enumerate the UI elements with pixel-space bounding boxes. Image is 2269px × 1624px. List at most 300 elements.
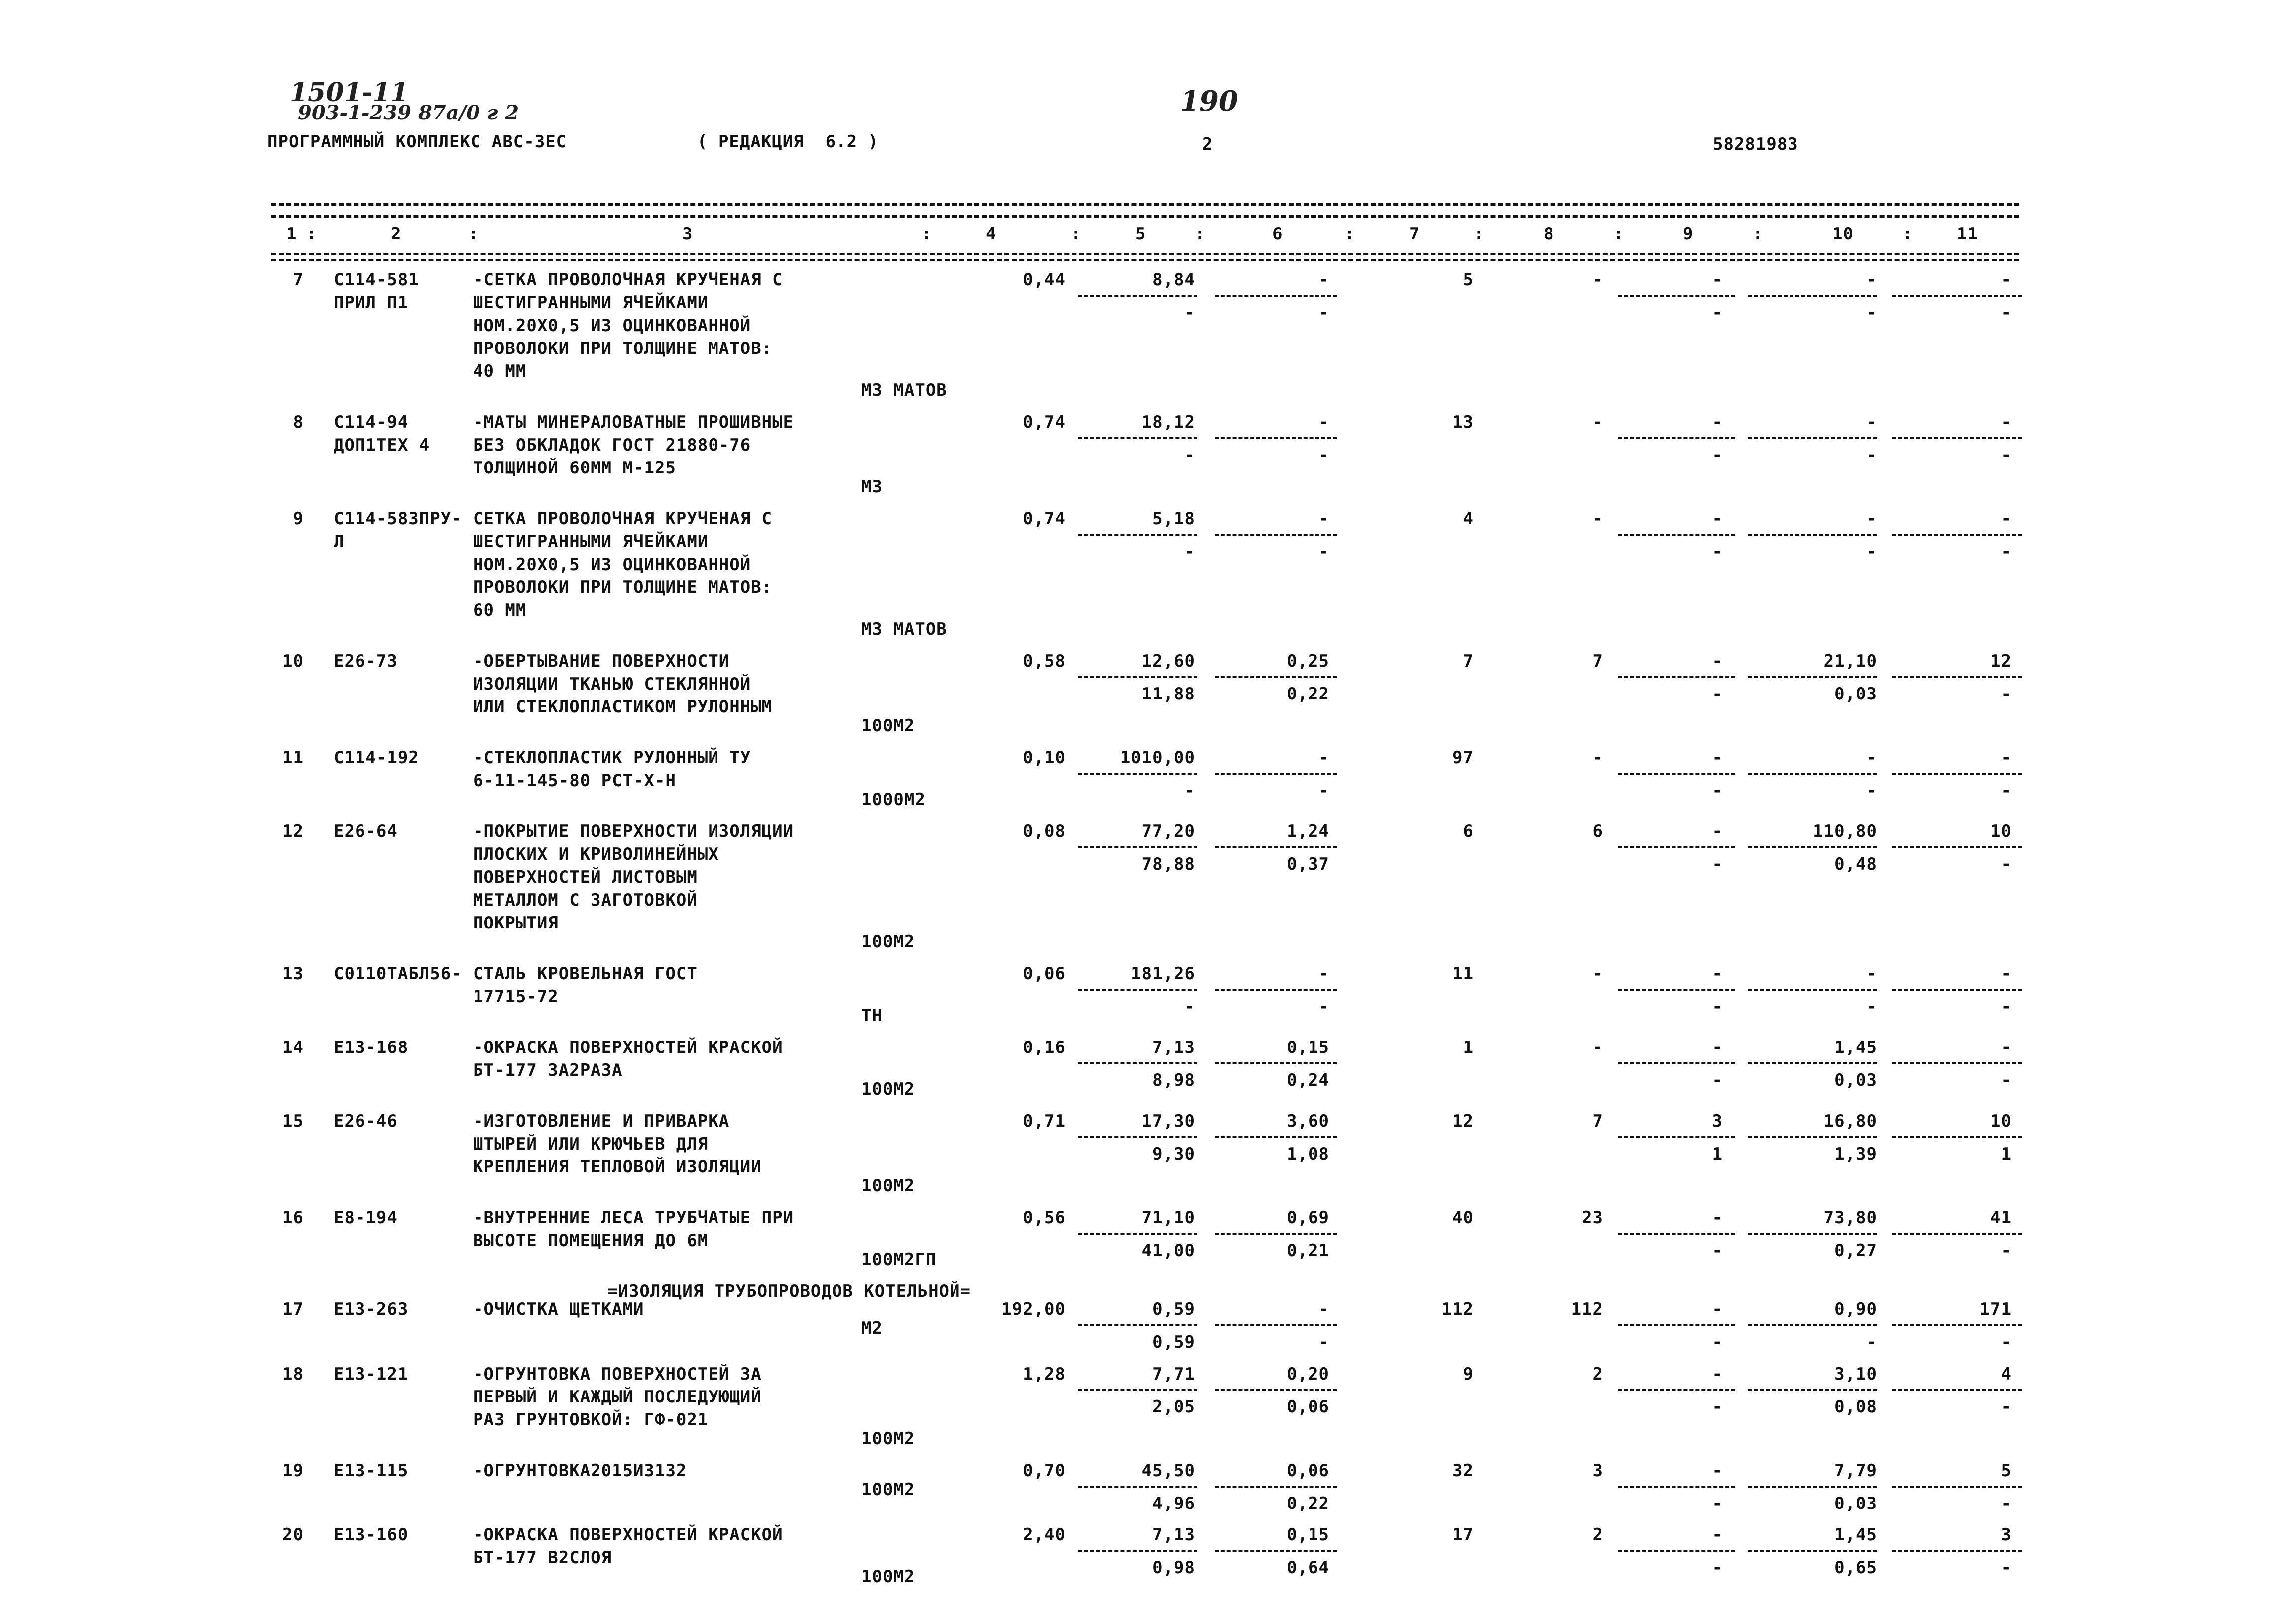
col5-value: 18,12 xyxy=(1141,412,1195,432)
column-divider: : xyxy=(1902,224,1913,244)
col10-value: 1,45 xyxy=(1834,1525,1877,1545)
col4-value: 0,70 xyxy=(1023,1460,1066,1481)
col11-value-2: - xyxy=(2001,684,2012,704)
col11-value: 10 xyxy=(1990,1111,2012,1131)
value-underline xyxy=(1748,1550,1877,1552)
col11-value-2: - xyxy=(2001,781,2012,801)
col8-value: - xyxy=(1592,412,1603,432)
col8-value: 7 xyxy=(1592,1111,1603,1131)
col6-value: - xyxy=(1318,509,1329,529)
col5-value: 181,26 xyxy=(1131,964,1195,984)
value-underline xyxy=(1892,1486,2022,1488)
value-underline xyxy=(1892,437,2022,439)
col9-value-2: - xyxy=(1712,1241,1723,1261)
col9-value: - xyxy=(1712,270,1723,290)
col9-value: - xyxy=(1712,964,1723,984)
col6-value: - xyxy=(1318,964,1329,984)
value-underline xyxy=(1215,1324,1337,1326)
col9-value-2: - xyxy=(1712,303,1723,323)
col7-value: 1 xyxy=(1463,1038,1474,1057)
item-description: БТ-177 ЗА2РАЗА xyxy=(473,1060,623,1080)
col9-value-2: - xyxy=(1712,854,1723,874)
item-description: ШЕСТИГРАННЫМИ ЯЧЕЙКАМИ xyxy=(473,293,709,313)
unit-of-measure: 100М2 xyxy=(861,1079,915,1099)
col6-value: - xyxy=(1318,412,1329,432)
col6-value: 0,20 xyxy=(1287,1364,1329,1384)
col10-value: - xyxy=(1866,270,1877,290)
col9-value: 3 xyxy=(1712,1111,1723,1131)
col10-value: - xyxy=(1866,509,1877,529)
row-number: 12 xyxy=(282,821,304,841)
col4-value: 1,28 xyxy=(1023,1364,1066,1384)
item-description: -МАТЫ МИНЕРАЛОВАТНЫЕ ПРОШИВНЫЕ xyxy=(473,412,794,432)
col7-value: 97 xyxy=(1452,748,1474,768)
col10-value-2: 1,39 xyxy=(1834,1144,1877,1164)
col5-value-2: 9,30 xyxy=(1152,1144,1195,1164)
col4-value: 0,16 xyxy=(1023,1038,1066,1057)
item-description: ТОЛЩИНОЙ 60ММ М-125 xyxy=(473,458,676,478)
item-code: Л xyxy=(334,532,345,552)
col6-value-2: 1,08 xyxy=(1287,1144,1329,1164)
col7-value: 13 xyxy=(1452,412,1474,432)
column-divider: : xyxy=(1195,224,1206,244)
row-number: 7 xyxy=(293,270,304,290)
item-description: -ВНУТРЕННИЕ ЛЕСА ТРУБЧАТЫЕ ПРИ xyxy=(473,1208,794,1228)
col6-value: 0,69 xyxy=(1287,1208,1329,1228)
col11-value-2: 1 xyxy=(2001,1144,2012,1164)
column-header-5: 5 xyxy=(1135,224,1146,244)
value-underline xyxy=(1215,989,1337,991)
unit-of-measure: 100М2 xyxy=(861,1428,915,1449)
col6-value-2: - xyxy=(1318,997,1329,1017)
col5-value: 1010,00 xyxy=(1120,748,1195,768)
value-underline xyxy=(1618,676,1735,678)
col11-value-2: - xyxy=(2001,997,2012,1017)
column-divider: : xyxy=(1344,224,1355,244)
item-description: ШЕСТИГРАННЫМИ ЯЧЕЙКАМИ xyxy=(473,532,709,552)
value-underline xyxy=(1078,1389,1197,1391)
column-header-9: 9 xyxy=(1683,224,1694,244)
item-description: -ОГРУНТОВКА ПОВЕРХНОСТЕЙ ЗА xyxy=(473,1364,762,1384)
col10-value: 73,80 xyxy=(1823,1208,1877,1228)
col8-value: 112 xyxy=(1571,1299,1603,1319)
col10-value-2: 0,65 xyxy=(1834,1558,1877,1578)
item-description: 6-11-145-80 РСТ-Х-Н xyxy=(473,771,676,791)
col10-value: 7,79 xyxy=(1834,1460,1877,1481)
col7-value: 32 xyxy=(1452,1460,1474,1481)
item-description: -ОЧИСТКА ЩЕТКАМИ xyxy=(473,1299,644,1319)
value-underline xyxy=(1215,1550,1337,1552)
col11-value: - xyxy=(2001,509,2012,529)
col7-value: 6 xyxy=(1463,821,1474,841)
col6-value-2: 0,37 xyxy=(1287,854,1329,874)
col11-value: 12 xyxy=(1990,651,2012,671)
unit-of-measure: М2 xyxy=(861,1318,883,1338)
row-number: 11 xyxy=(282,748,304,768)
col8-value: - xyxy=(1592,748,1603,768)
row-number: 14 xyxy=(282,1038,304,1057)
col11-value: 3 xyxy=(2001,1525,2012,1545)
col9-value-2: - xyxy=(1712,542,1723,562)
value-underline xyxy=(1748,846,1877,848)
col5-value-2: 8,98 xyxy=(1152,1070,1195,1090)
col4-value: 0,44 xyxy=(1023,270,1066,290)
item-code: С114-94 xyxy=(334,412,409,432)
item-description: ПОВЕРХНОСТЕЙ ЛИСТОВЫМ xyxy=(473,867,698,887)
col10-value-2: - xyxy=(1866,997,1877,1017)
col10-value-2: - xyxy=(1866,445,1877,465)
value-underline xyxy=(1618,773,1735,775)
column-header-10: 10 xyxy=(1832,224,1854,244)
value-underline xyxy=(1892,295,2022,297)
column-divider: : xyxy=(921,224,932,244)
col6-value-2: 0,21 xyxy=(1287,1241,1329,1261)
item-code: Е13-121 xyxy=(334,1364,409,1384)
item-description: ПЛОСКИХ И КРИВОЛИНЕЙНЫХ xyxy=(473,844,719,864)
col9-value-2: - xyxy=(1712,1070,1723,1090)
value-underline xyxy=(1892,1389,2022,1391)
col6-value-2: - xyxy=(1318,303,1329,323)
col5-value: 17,30 xyxy=(1141,1111,1195,1131)
item-code: Е13-263 xyxy=(334,1299,409,1319)
item-code: Е13-168 xyxy=(334,1038,409,1057)
value-underline xyxy=(1892,773,2022,775)
col10-value: 3,10 xyxy=(1834,1364,1877,1384)
value-underline xyxy=(1215,295,1337,297)
row-number: 10 xyxy=(282,651,304,671)
col10-value-2: - xyxy=(1866,781,1877,801)
item-description: ПЕРВЫЙ И КАЖДЫЙ ПОСЛЕДУЮЩИЙ xyxy=(473,1387,762,1407)
row-number: 16 xyxy=(282,1208,304,1228)
col6-value-2: 0,64 xyxy=(1287,1558,1329,1578)
value-underline xyxy=(1078,1062,1197,1064)
col10-value-2: - xyxy=(1866,303,1877,323)
col6-value-2: - xyxy=(1318,781,1329,801)
column-divider: : xyxy=(1071,224,1081,244)
value-underline xyxy=(1618,1136,1735,1138)
value-underline xyxy=(1078,437,1197,439)
value-underline xyxy=(1618,295,1735,297)
col5-value-2: 41,00 xyxy=(1141,1241,1195,1261)
col5-value-2: 11,88 xyxy=(1141,684,1195,704)
col7-value: 40 xyxy=(1452,1208,1474,1228)
col9-value: - xyxy=(1712,1208,1723,1228)
col10-value: - xyxy=(1866,412,1877,432)
item-description: ВЫСОТЕ ПОМЕЩЕНИЯ ДО 6М xyxy=(473,1231,709,1251)
column-divider: : xyxy=(306,224,317,244)
value-underline xyxy=(1618,1550,1735,1552)
col11-value-2: - xyxy=(2001,1070,2012,1090)
value-underline xyxy=(1078,1550,1197,1552)
col11-value-2: - xyxy=(2001,854,2012,874)
col9-value: - xyxy=(1712,1460,1723,1481)
col9-value: - xyxy=(1712,1364,1723,1384)
item-description: СТАЛЬ КРОВЕЛЬНАЯ ГОСТ xyxy=(473,964,698,984)
col5-value-2: - xyxy=(1184,303,1195,323)
col8-value: - xyxy=(1592,964,1603,984)
col5-value: 45,50 xyxy=(1141,1460,1195,1481)
item-code: Е26-73 xyxy=(334,651,398,671)
col9-value-2: - xyxy=(1712,1332,1723,1352)
col11-value-2: - xyxy=(2001,542,2012,562)
col11-value-2: - xyxy=(2001,1396,2012,1417)
col10-value-2: - xyxy=(1866,1332,1877,1352)
item-description: 40 ММ xyxy=(473,361,527,381)
col5-value-2: - xyxy=(1184,781,1195,801)
value-underline xyxy=(1078,1233,1197,1235)
value-underline xyxy=(1078,773,1197,775)
value-underline xyxy=(1078,1324,1197,1326)
item-description: -ОКРАСКА ПОВЕРХНОСТЕЙ КРАСКОЙ xyxy=(473,1038,783,1057)
value-underline xyxy=(1748,1233,1877,1235)
col9-value: - xyxy=(1712,509,1723,529)
col5-value: 7,13 xyxy=(1152,1525,1195,1545)
item-code: Е8-194 xyxy=(334,1208,398,1228)
value-underline xyxy=(1215,1486,1337,1488)
value-underline xyxy=(1892,989,2022,991)
col6-value-2: - xyxy=(1318,1332,1329,1352)
value-underline xyxy=(1215,773,1337,775)
row-number: 20 xyxy=(282,1525,304,1545)
col5-value: 77,20 xyxy=(1141,821,1195,841)
row-number: 18 xyxy=(282,1364,304,1384)
col7-value: 5 xyxy=(1463,270,1474,290)
row-number: 15 xyxy=(282,1111,304,1131)
col7-value: 12 xyxy=(1452,1111,1474,1131)
value-underline xyxy=(1892,1233,2022,1235)
col10-value-2: 0,03 xyxy=(1834,1493,1877,1513)
value-underline xyxy=(1618,534,1735,536)
col8-value: - xyxy=(1592,1038,1603,1057)
column-divider: : xyxy=(1613,224,1624,244)
value-underline xyxy=(1078,676,1197,678)
document-code: 58281983 xyxy=(1713,134,1798,154)
item-description: ПОКРЫТИЯ xyxy=(473,913,559,933)
item-code: Е13-160 xyxy=(334,1525,409,1545)
col10-value-2: 0,27 xyxy=(1834,1241,1877,1261)
unit-of-measure: 100М2 xyxy=(861,716,915,736)
value-underline xyxy=(1618,1324,1735,1326)
col10-value: 21,10 xyxy=(1823,651,1877,671)
col4-value: 0,08 xyxy=(1023,821,1066,841)
col11-value: - xyxy=(2001,1038,2012,1057)
unit-of-measure: М3 xyxy=(861,477,883,497)
item-description: -ОБЕРТЫВАНИЕ ПОВЕРХНОСТИ xyxy=(473,651,730,671)
value-underline xyxy=(1748,1062,1877,1064)
item-description: ПРОВОЛОКИ ПРИ ТОЛЩИНЕ МАТОВ: xyxy=(473,339,773,358)
col6-value-2: 0,22 xyxy=(1287,1493,1329,1513)
column-header-1: 1 xyxy=(286,224,297,244)
item-code: С114-192 xyxy=(334,748,419,768)
handwritten-page-number: 190 xyxy=(1180,85,1238,117)
col9-value-2: - xyxy=(1712,1558,1723,1578)
unit-of-measure: 100М2 xyxy=(861,932,915,952)
value-underline xyxy=(1892,1136,2022,1138)
item-description: -ОКРАСКА ПОВЕРХНОСТЕЙ КРАСКОЙ xyxy=(473,1525,783,1545)
item-description: СЕТКА ПРОВОЛОЧНАЯ КРУЧЕНАЯ С xyxy=(473,509,773,529)
col6-value: - xyxy=(1318,1299,1329,1319)
item-description: -ОГРУНТОВКА2015И3132 xyxy=(473,1460,687,1481)
col4-value: 0,56 xyxy=(1023,1208,1066,1228)
col11-value: - xyxy=(2001,412,2012,432)
row-number: 19 xyxy=(282,1460,304,1481)
col7-value: 112 xyxy=(1441,1299,1474,1319)
col9-value: - xyxy=(1712,1299,1723,1319)
col5-value: 7,13 xyxy=(1152,1038,1195,1057)
col10-value: 1,45 xyxy=(1834,1038,1877,1057)
col8-value: 2 xyxy=(1592,1525,1603,1545)
col6-value: 0,15 xyxy=(1287,1525,1329,1545)
col9-value-2: 1 xyxy=(1712,1144,1723,1164)
col5-value-2: 4,96 xyxy=(1152,1493,1195,1513)
col5-value: 7,71 xyxy=(1152,1364,1195,1384)
col10-value: - xyxy=(1866,964,1877,984)
unit-of-measure: 1000М2 xyxy=(861,790,926,810)
col11-value: 41 xyxy=(1990,1208,2012,1228)
item-description: ШТЫРЕЙ ИЛИ КРЮЧЬЕВ ДЛЯ xyxy=(473,1134,709,1154)
col9-value: - xyxy=(1712,1525,1723,1545)
value-underline xyxy=(1078,1136,1197,1138)
item-description: 17715-72 xyxy=(473,987,559,1007)
value-underline xyxy=(1892,1062,2022,1064)
item-description: -СЕТКА ПРОВОЛОЧНАЯ КРУЧЕНАЯ С xyxy=(473,270,783,290)
value-underline xyxy=(1748,773,1877,775)
col11-value: - xyxy=(2001,748,2012,768)
col6-value: - xyxy=(1318,270,1329,290)
col8-value: 7 xyxy=(1592,651,1603,671)
edition-label: ( РЕДАКЦИЯ 6.2 ) xyxy=(697,132,879,152)
column-header-2: 2 xyxy=(391,224,402,244)
section-heading: =ИЗОЛЯЦИЯ ТРУБОПРОВОДОВ КОТЕЛЬНОЙ= xyxy=(607,1281,971,1301)
col11-value: - xyxy=(2001,270,2012,290)
value-underline xyxy=(1618,1233,1735,1235)
col9-value: - xyxy=(1712,1038,1723,1057)
col6-value: 3,60 xyxy=(1287,1111,1329,1131)
value-underline xyxy=(1078,1486,1197,1488)
value-underline xyxy=(1748,437,1877,439)
col11-value-2: - xyxy=(2001,1332,2012,1352)
col10-value: 110,80 xyxy=(1813,821,1877,841)
item-description: МЕТАЛЛОМ С ЗАГОТОВКОЙ xyxy=(473,890,698,910)
col8-value: - xyxy=(1592,509,1603,529)
unit-of-measure: М3 МАТОВ xyxy=(861,380,947,400)
item-code: С0110ТАБЛ56- xyxy=(334,964,462,984)
value-underline xyxy=(1618,989,1735,991)
col9-value-2: - xyxy=(1712,684,1723,704)
col10-value-2: 0,03 xyxy=(1834,1070,1877,1090)
value-underline xyxy=(1748,1389,1877,1391)
col9-value: - xyxy=(1712,821,1723,841)
value-underline xyxy=(1078,989,1197,991)
value-underline xyxy=(1618,1486,1735,1488)
value-underline xyxy=(1215,846,1337,848)
unit-of-measure: М3 МАТОВ xyxy=(861,619,947,639)
col10-value: - xyxy=(1866,748,1877,768)
unit-of-measure: 100М2ГП xyxy=(861,1250,937,1270)
col5-value: 5,18 xyxy=(1152,509,1195,529)
value-underline xyxy=(1078,846,1197,848)
item-description: -СТЕКЛОПЛАСТИК РУЛОННЫЙ ТУ xyxy=(473,748,751,768)
item-description: БТ-177 В2СЛОЯ xyxy=(473,1548,612,1568)
col5-value: 8,84 xyxy=(1152,270,1195,290)
value-underline xyxy=(1892,676,2022,678)
col9-value: - xyxy=(1712,412,1723,432)
item-code: Е26-46 xyxy=(334,1111,398,1131)
value-underline xyxy=(1618,846,1735,848)
col11-value: 10 xyxy=(1990,821,2012,841)
col5-value-2: 0,98 xyxy=(1152,1558,1195,1578)
unit-of-measure: 100М2 xyxy=(861,1479,915,1500)
value-underline xyxy=(1215,534,1337,536)
value-underline xyxy=(1215,1136,1337,1138)
col6-value-2: - xyxy=(1318,445,1329,465)
col7-value: 4 xyxy=(1463,509,1474,529)
col9-value-2: - xyxy=(1712,1396,1723,1417)
col5-value-2: - xyxy=(1184,542,1195,562)
item-description: ИЗОЛЯЦИИ ТКАНЬЮ СТЕКЛЯННОЙ xyxy=(473,674,751,694)
col7-value: 7 xyxy=(1463,651,1474,671)
unit-of-measure: 100М2 xyxy=(861,1176,915,1196)
value-underline xyxy=(1748,295,1877,297)
col10-value-2: 0,08 xyxy=(1834,1396,1877,1417)
item-code: ПРИЛ П1 xyxy=(334,293,409,313)
column-header-7: 7 xyxy=(1409,224,1420,244)
value-underline xyxy=(1748,1324,1877,1326)
column-header-4: 4 xyxy=(986,224,997,244)
col11-value-2: - xyxy=(2001,1241,2012,1261)
column-divider: : xyxy=(1753,224,1764,244)
col5-value: 12,60 xyxy=(1141,651,1195,671)
col11-value-2: - xyxy=(2001,1493,2012,1513)
value-underline xyxy=(1215,1389,1337,1391)
item-description: РАЗ ГРУНТОВКОЙ: ГФ-021 xyxy=(473,1409,709,1430)
col11-value: - xyxy=(2001,964,2012,984)
col4-value: 0,74 xyxy=(1023,509,1066,529)
col6-value: - xyxy=(1318,748,1329,768)
item-description: ПРОВОЛОКИ ПРИ ТОЛЩИНЕ МАТОВ: xyxy=(473,578,773,597)
sheet-number: 2 xyxy=(1202,134,1213,154)
col6-value-2: 0,06 xyxy=(1287,1396,1329,1417)
column-header-8: 8 xyxy=(1544,224,1554,244)
col6-value: 0,15 xyxy=(1287,1038,1329,1057)
col6-value-2: - xyxy=(1318,542,1329,562)
value-underline xyxy=(1215,1233,1337,1235)
col6-value: 0,06 xyxy=(1287,1460,1329,1481)
col9-value-2: - xyxy=(1712,781,1723,801)
item-description: НОМ.20Х0,5 ИЗ ОЦИНКОВАННОЙ xyxy=(473,555,751,575)
col10-value: 16,80 xyxy=(1823,1111,1877,1131)
col5-value-2: 78,88 xyxy=(1141,854,1195,874)
col6-value: 0,25 xyxy=(1287,651,1329,671)
value-underline xyxy=(1215,437,1337,439)
value-underline xyxy=(1618,437,1735,439)
col5-value: 71,10 xyxy=(1141,1208,1195,1228)
col11-value-2: - xyxy=(2001,445,2012,465)
unit-of-measure: ТН xyxy=(861,1006,883,1026)
value-underline xyxy=(1215,1062,1337,1064)
item-description: КРЕПЛЕНИЯ ТЕПЛОВОЙ ИЗОЛЯЦИИ xyxy=(473,1157,762,1177)
col7-value: 17 xyxy=(1452,1525,1474,1545)
col11-value-2: - xyxy=(2001,303,2012,323)
item-code: Е13-115 xyxy=(334,1460,409,1481)
col5-value-2: - xyxy=(1184,997,1195,1017)
col6-value: 1,24 xyxy=(1287,821,1329,841)
col10-value-2: 0,03 xyxy=(1834,684,1877,704)
col6-value-2: 0,24 xyxy=(1287,1070,1329,1090)
value-underline xyxy=(1078,295,1197,297)
value-underline xyxy=(1892,1324,2022,1326)
value-underline xyxy=(1748,676,1877,678)
